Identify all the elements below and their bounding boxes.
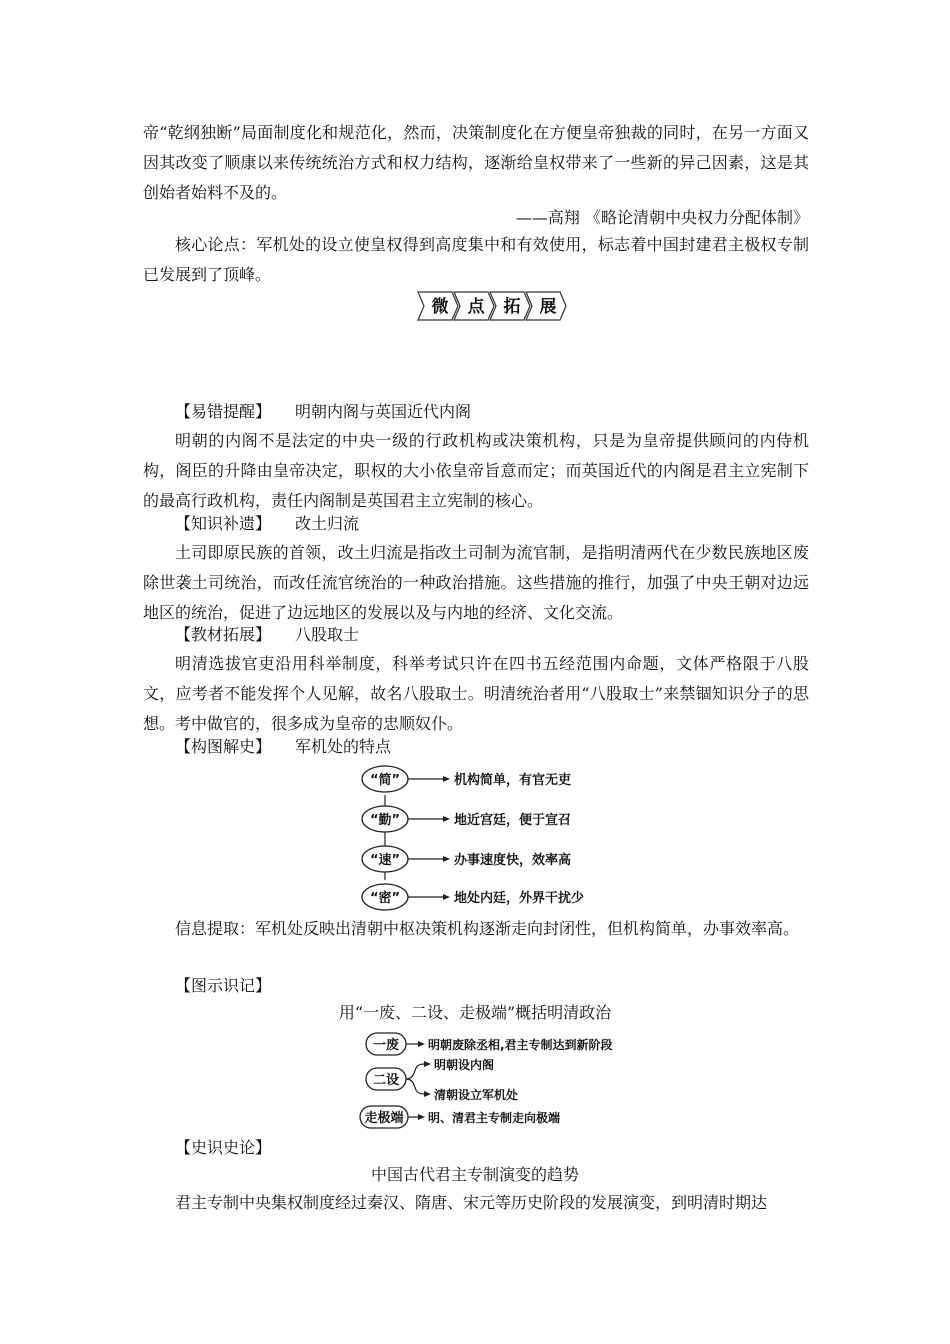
citation: ——高翔 《略论清朝中央权力分配体制》 (515, 208, 809, 227)
section-title: 明朝内阁与英国近代内阁 (295, 402, 472, 421)
section-tag: 【史识史论】 (175, 1138, 272, 1157)
feature-text: 办事速度快，效率高 (454, 853, 572, 868)
feature-text: 机构简单，有官无吏 (454, 773, 572, 788)
feature-text: 地处内廷，外界干扰少 (454, 891, 585, 906)
feature-key: “勤” (369, 813, 401, 828)
section-title: 军机处的特点 (295, 737, 392, 756)
feature-key: “简” (369, 773, 401, 788)
junjichu-features-diagram (355, 762, 635, 912)
banner-char: 点 (467, 297, 485, 317)
diagram-key: 一废 (372, 1038, 400, 1053)
section-heading (175, 1133, 295, 1163)
feature-key: “速” (369, 853, 401, 868)
intro-paragraph: 帝“乾纲独断”局面制度化和规范化，然而，决策制度化在方便皇帝独裁的同时，在另一方面又因其改变了顺康以来传统统治方式和权力结构，逐渐给皇权带来了一些新的异己因素，这是其创始者始料不及的。 (143, 123, 809, 202)
section-tag: 【构图解史】 (175, 737, 272, 756)
section-tag: 【教材拓展】 (175, 625, 272, 644)
feature-key: “密” (369, 891, 401, 906)
section-title: 改土归流 (295, 514, 360, 533)
ming-qing-politics-diagram (358, 1028, 648, 1134)
diagram-text: 清朝设立军机处 (434, 1088, 519, 1102)
diagram-text: 明朝废除丞相,君主专制达到新阶段 (428, 1038, 613, 1052)
section-body: 君主专制中央集权制度经过秦汉、隋唐、宋元等历史阶段的发展演变，到明清时期达 (175, 1193, 768, 1212)
section-heading (175, 732, 391, 762)
section-heading (175, 397, 471, 427)
section-subtitle: 中国古代君主专制演变的趋势 (370, 1165, 579, 1184)
section-tag: 【易错提醒】 (175, 402, 272, 421)
section-heading (175, 971, 295, 1001)
section-tag: 【图示识记】 (175, 976, 272, 995)
section-heading (175, 620, 359, 650)
diagram-text: 明朝设内阁 (434, 1058, 495, 1072)
diagram-key: 二设 (372, 1073, 400, 1088)
core-point: 核心论点：军机处的设立使皇权得到高度集中和有效使用，标志着中国封建君主极权专制已发展到了顶峰。 (143, 235, 809, 284)
banner-char: 拓 (503, 297, 521, 317)
section-body: 土司即原民族的首领，改土归流是指改土司制为流官制，是指明清两代在少数民族地区废除世袭土司统治，而改任流官统治的一种政治措施。这些措施的推行，加强了中央王朝对边远地区的统治，促进了边远地区的发展以及与内地的经济、文化交流。 (143, 543, 809, 622)
section-banner (416, 289, 568, 323)
banner-char: 展 (539, 297, 557, 317)
diagram-title: 用“一废、二设、走极端”概括明清政治 (338, 1003, 612, 1022)
diagram-text: 明、清君主专制走向极端 (428, 1111, 561, 1125)
diagram-key: 走极端 (364, 1111, 404, 1126)
section-tag: 【知识补遗】 (175, 514, 272, 533)
feature-text: 地近宫廷，便于宣召 (454, 813, 572, 828)
section-body: 明朝的内阁不是法定的中央一级的行政机构或决策机构，只是为皇帝提供顾问的内侍机构，阁臣的升降由皇帝决定，职权的大小依皇帝旨意而定；而英国近代的内阁是君主立宪制下的最高行政机构，责任内阁制是英国君主立宪制的核心。 (143, 431, 809, 510)
banner-char: 微 (431, 297, 449, 317)
section-body: 明清选拔官吏沿用科举制度，科举考试只许在四书五经范围内命题，文体严格限于八股文，应考者不能发挥个人见解，故名八股取士。明清统治者用“八股取士”来禁锢知识分子的思想。考中做官的，很多成为皇帝的忠顺奴仆。 (143, 654, 809, 733)
info-extraction: 信息提取：军机处反映出清朝中枢决策机构逐渐走向封闭性，但机构简单，办事效率高。 (175, 919, 800, 938)
section-title: 八股取士 (295, 625, 360, 644)
section-heading (175, 509, 359, 539)
